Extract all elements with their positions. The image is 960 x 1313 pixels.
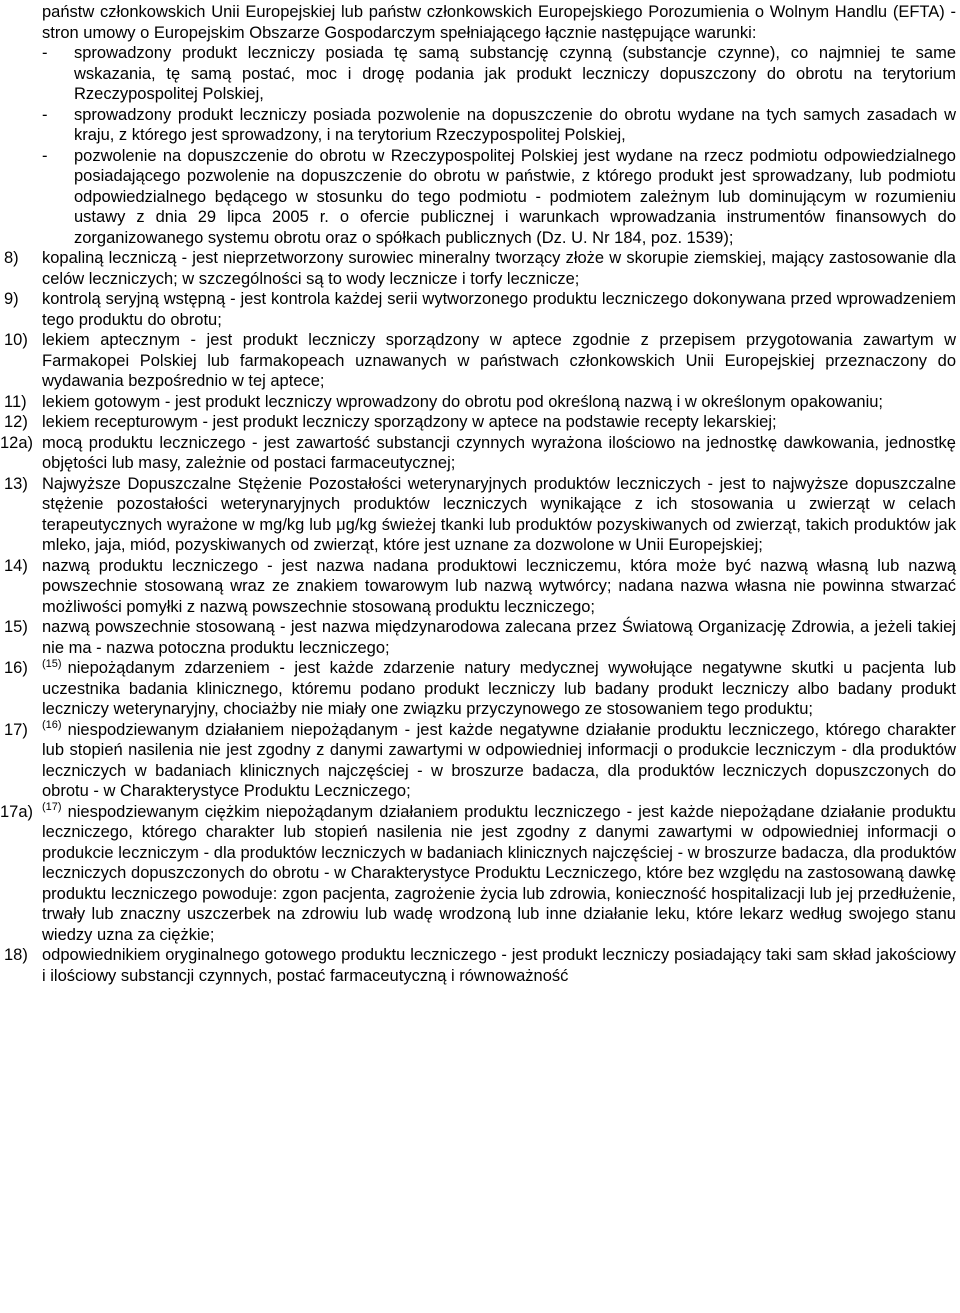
condition-item — [4, 146, 956, 249]
definition-item — [4, 720, 956, 802]
definition-item — [4, 330, 956, 392]
definition-number: 14) — [4, 556, 28, 575]
definition-item — [0, 433, 956, 474]
definition-text: kontrolą seryjną wstępną - jest kontrola każdej serii wytworzonego produktu leczniczego dokonywana przed wprowadzeniem tego produktu do obrotu; — [42, 290, 956, 329]
definition-item — [4, 474, 956, 556]
definition-item — [4, 289, 956, 330]
definition-number: 17) — [4, 720, 28, 739]
condition-text: sprowadzony produkt leczniczy posiada pozwolenie na dopuszczenie do obrotu wydane na tych samych zasadach w kraju, z którego jest sprowadzony, i na terytorium Rzeczypospolitej Polskiej, — [74, 105, 956, 144]
definition-text: niespodziewanym ciężkim niepożądanym działaniem produktu leczniczego - jest każde niepożądane działanie produktu leczniczego, którego charakter lub stopień nasilenia nie jest zgodny z danymi zawartymi w odpowiedniej informacji o produkcie leczniczym - dla produktów leczniczych w badaniach klinicznych najczęściej - w broszurze badacza, dla produktów leczniczych dopuszczonych do obrotu - w Charakterystyce Produktu Leczniczego, które bez względu na zastosowaną dawkę produktu leczniczego powoduje: zgon pacjenta, zagrożenie życia lub zdrowia, konieczność hospitalizacji lub jej przedłużenie, trwały lub znaczny uszczerbek na zdrowiu lub wadę wrodzoną lub inne działanie leku, które lekarz według swojego stanu wiedzy uzna za ciężkie; — [42, 802, 956, 944]
definition-number: 10) — [4, 331, 28, 349]
footnote-marker: (16) — [42, 719, 62, 731]
intro-paragraph: państw członkowskich Unii Europejskiej lub państw członkowskich Europejskiego Porozumienia o Wolnym Handlu (EFTA) - stron umowy o Europejskim Obszarze Gospodarczym spełniającego łącznie następujące warunki: — [42, 3, 956, 42]
definition-number: 12) — [4, 413, 28, 431]
footnote-marker: (17) — [42, 801, 62, 813]
definition-text: Najwyższe Dopuszczalne Stężenie Pozostałości weterynaryjnych produktów leczniczych - jest to najwyższe dopuszczalne stężenie pozostałości weterynaryjnych produktów leczniczych wynikające z ich stosowania u zwierząt w celach terapeutycznych wyrażone w mg/kg lub μg/kg świeżej tkanki lub produktów pozyskiwanych od zwierząt, takich produktów jak mleko, jaja, miód, pozyskiwanych od zwierząt, które jest uznane za dozwolone w Unii Europejskiej; — [42, 474, 956, 554]
definition-text: nazwą powszechnie stosowaną - jest nazwa międzynarodowa zalecana przez Światową Organizację Zdrowia, a jeżeli takiej nie ma - nazwa potoczna produktu leczniczego; — [42, 618, 956, 657]
definition-text: lekiem aptecznym - jest produkt leczniczy sporządzony w aptece zgodnie z przepisem przygotowania zawartym w Farmakopei Polskiej lub farmakopeach uznawanych w państwach członkowskich Unii Europejskiej przeznaczony do wydawania bezpośrednio w tej aptece; — [42, 331, 956, 390]
definition-number: 13) — [4, 474, 28, 493]
condition-item — [4, 43, 956, 105]
condition-dash: - — [42, 146, 48, 165]
definition-item — [4, 248, 956, 289]
condition-dash: - — [42, 44, 48, 62]
definition-item — [0, 801, 956, 946]
conditions-list — [4, 43, 956, 248]
definition-number: 18) — [4, 946, 28, 964]
condition-dash: - — [42, 105, 48, 124]
definition-number: 8) — [4, 249, 19, 267]
definition-number: 16) — [4, 659, 28, 677]
definition-number: 11) — [4, 392, 27, 411]
definition-text: odpowiednikiem oryginalnego gotowego produktu leczniczego - jest produkt leczniczy posiadający taki sam skład jakościowy i ilościowy substancji czynnych, postać farmaceutyczną i równoważność — [42, 946, 956, 985]
definition-text: nazwą produktu leczniczego - jest nazwa nadana produktowi leczniczemu, która może być nazwą własną lub nazwą powszechnie stosowaną wraz ze znakiem towarowym lub nazwą wytwórcy; nadana nazwa własna nie powinna stwarzać możliwości pomyłki z nazwą powszechnie stosowaną produktu leczniczego; — [42, 556, 956, 616]
definition-number: 17a) — [0, 802, 34, 821]
definition-number: 15) — [4, 618, 28, 636]
definition-item — [4, 392, 956, 413]
definition-text: kopaliną leczniczą - jest nieprzetworzony surowiec mineralny tworzący złoże w skorupie ziemskiej, mający zastosowanie dla celów leczniczych; w szczególności są to wody lecznicze i torfy lecznicze; — [42, 249, 956, 288]
condition-item — [4, 105, 956, 146]
definition-text: lekiem recepturowym - jest produkt leczniczy sporządzony w aptece na podstawie recepty lekarskiej; — [42, 413, 777, 431]
definition-item — [4, 412, 956, 433]
definitions-list — [0, 248, 956, 986]
definition-text: niepożądanym zdarzeniem - jest każde zdarzenie natury medycznej wywołujące negatywne skutki u pacjenta lub uczestnika badania klinicznego, któremu podano produkt leczniczy lub badany produkt leczniczy albo badany produkt leczniczy weterynaryjny, chociażby nie miały one związku przyczynowego ze stosowaniem tego produktu; — [42, 659, 956, 718]
definition-item — [4, 617, 956, 658]
definition-number: 12a) — [0, 433, 34, 452]
condition-text: sprowadzony produkt leczniczy posiada tę samą substancję czynną (substancje czynne), co najmniej te same wskazania, tę samą postać, moc i drogę podania jak produkt leczniczy dopuszczony do obrotu na terytorium Rzeczypospolitej Polskiej, — [74, 44, 956, 103]
definition-item — [4, 945, 956, 986]
definition-text: niespodziewanym działaniem niepożądanym - jest każde negatywne działanie produktu leczniczego, którego charakter lub stopień nasilenia nie jest zgodny z danymi zawartymi w odpowiedniej informacji o produkcie leczniczym - dla produktów leczniczych w badaniach klinicznych najczęściej - w broszurze badacza, dla produktów leczniczych dopuszczonych do obrotu - w Charakterystyce Produktu Leczniczego; — [42, 720, 956, 800]
definition-number: 9) — [4, 290, 19, 308]
definition-item — [4, 658, 956, 720]
condition-text: pozwolenie na dopuszczenie do obrotu w Rzeczypospolitej Polskiej jest wydane na rzecz podmiotu odpowiedzialnego posiadającego pozwolenie na dopuszczenie do obrotu w państwie, z którego produkt jest sprowadzany, lub podmiotu odpowiedzialnego będącego w stosunku do tego podmiotu - podmiotem zależnym lub dominującym w rozumieniu ustawy z dnia 29 lipca 2005 r. o ofercie publicznej i warunkach wprowadzania instrumentów finansowych do zorganizowanego systemu obrotu oraz o spółkach publicznych (Dz. U. Nr 184, poz. 1539); — [74, 146, 956, 247]
definition-text: mocą produktu leczniczego - jest zawartość substancji czynnych wyrażona ilościowo na jednostkę dawkowania, jednostkę objętości lub masy, zależnie od postaci farmaceutycznej; — [42, 433, 956, 472]
definition-text: lekiem gotowym - jest produkt leczniczy wprowadzony do obrotu pod określoną nazwą i w określonym opakowaniu; — [42, 392, 883, 411]
footnote-marker: (15) — [42, 657, 62, 670]
definition-item — [4, 556, 956, 618]
